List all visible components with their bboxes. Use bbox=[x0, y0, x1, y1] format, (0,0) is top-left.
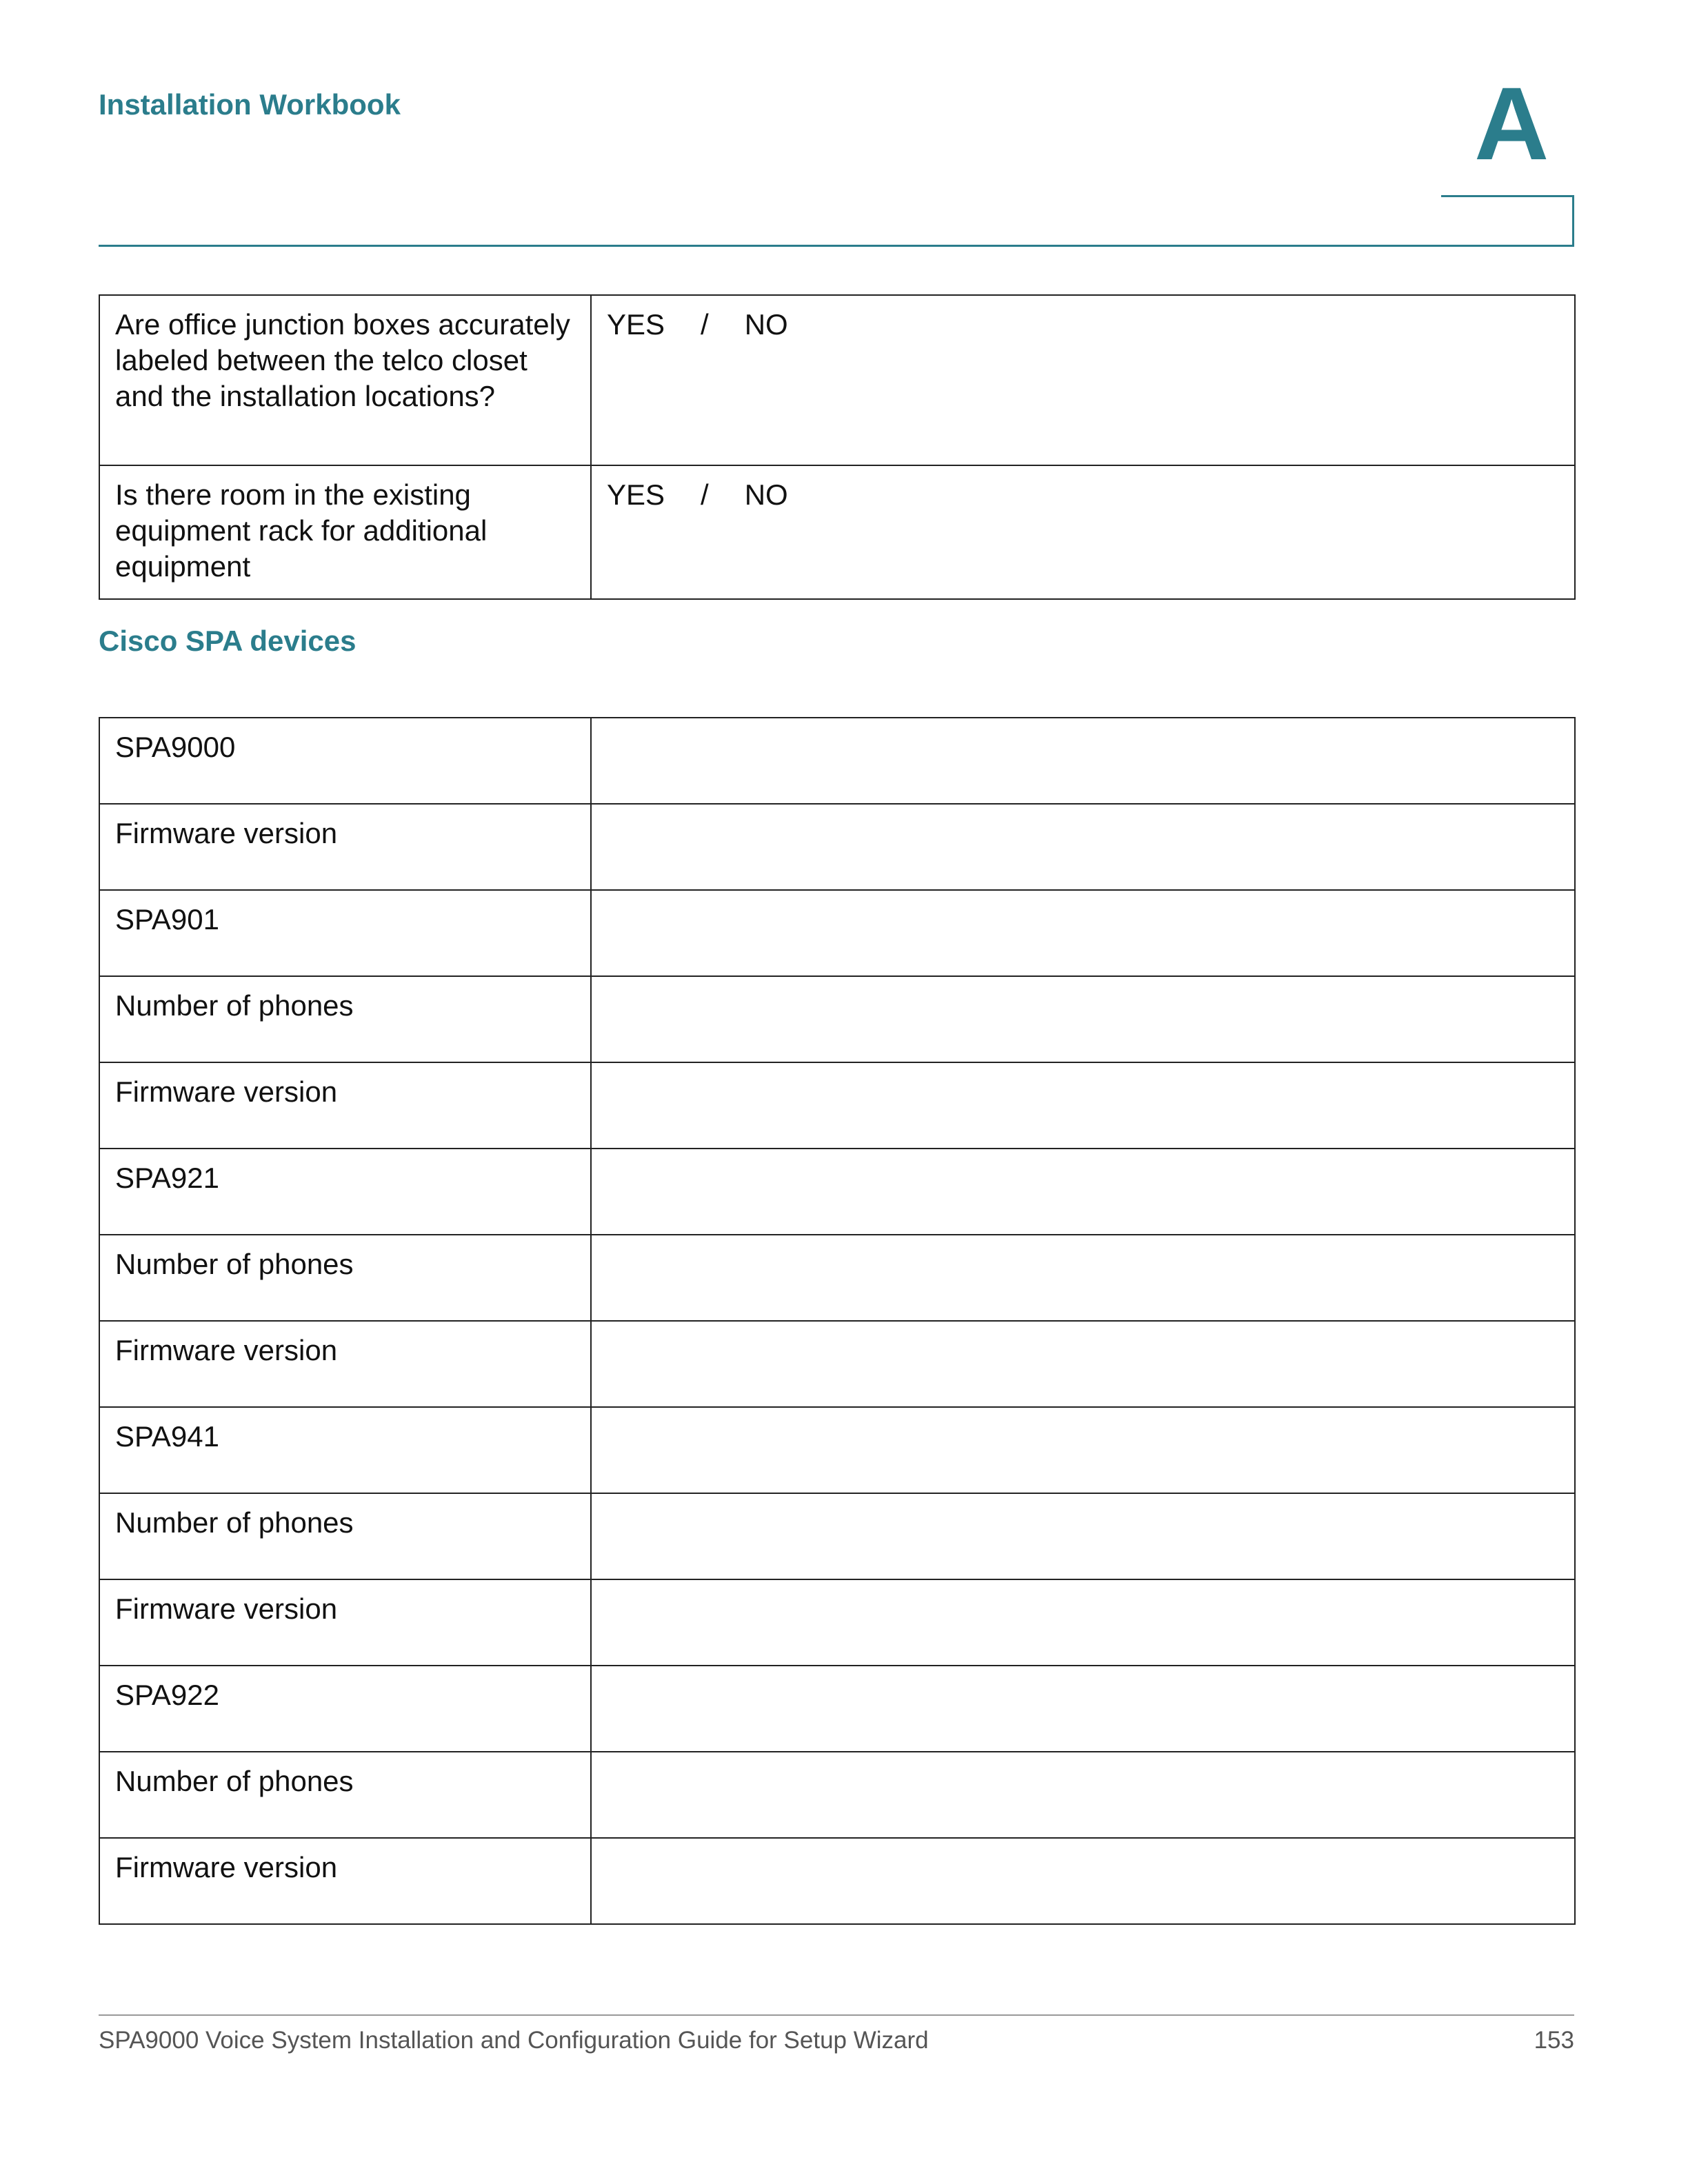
device-field-value[interactable] bbox=[591, 1407, 1575, 1493]
table-row bbox=[99, 1752, 1575, 1838]
device-field-label: SPA901 bbox=[99, 890, 591, 976]
table-row bbox=[99, 1149, 1575, 1235]
chapter-letter: A bbox=[1474, 65, 1549, 181]
no-option[interactable]: NO bbox=[744, 478, 788, 511]
table-row bbox=[99, 1062, 1575, 1149]
footer-guide-title: SPA9000 Voice System Installation and Configuration Guide for Setup Wizard bbox=[99, 2027, 929, 2054]
table-row bbox=[99, 890, 1575, 976]
device-field-value[interactable] bbox=[591, 1149, 1575, 1235]
device-field-label: SPA922 bbox=[99, 1666, 591, 1752]
yes-no-answer-cell[interactable] bbox=[591, 295, 1575, 465]
no-option[interactable]: NO bbox=[744, 308, 788, 341]
devices-table bbox=[99, 717, 1576, 1925]
checklist-table bbox=[99, 294, 1576, 600]
device-field-label: Firmware version bbox=[99, 804, 591, 890]
table-row bbox=[99, 1838, 1575, 1924]
device-field-label: Number of phones bbox=[99, 1235, 591, 1321]
yes-option[interactable]: YES bbox=[607, 308, 665, 341]
header-divider bbox=[99, 245, 1574, 247]
device-field-label: Number of phones bbox=[99, 1752, 591, 1838]
device-field-label: SPA941 bbox=[99, 1407, 591, 1493]
device-field-value[interactable] bbox=[591, 718, 1575, 804]
device-field-label: Firmware version bbox=[99, 1838, 591, 1924]
table-row bbox=[99, 1407, 1575, 1493]
table-row bbox=[99, 1666, 1575, 1752]
page-header-title: Installation Workbook bbox=[99, 88, 401, 121]
device-field-value[interactable] bbox=[591, 976, 1575, 1062]
chapter-tab-outline bbox=[1441, 195, 1574, 247]
table-row bbox=[99, 465, 1575, 599]
table-row bbox=[99, 804, 1575, 890]
device-field-label: Firmware version bbox=[99, 1062, 591, 1149]
answer-separator: / bbox=[701, 308, 709, 341]
yes-option[interactable]: YES bbox=[607, 478, 665, 511]
table-row bbox=[99, 1493, 1575, 1579]
table-row bbox=[99, 295, 1575, 465]
device-field-value[interactable] bbox=[591, 1752, 1575, 1838]
section-heading-cisco-spa-devices: Cisco SPA devices bbox=[99, 625, 356, 657]
device-field-value[interactable] bbox=[591, 1235, 1575, 1321]
checklist-question: Is there room in the existing equipment rack for additional equipment bbox=[99, 465, 591, 599]
device-field-label: Number of phones bbox=[99, 1493, 591, 1579]
device-field-value[interactable] bbox=[591, 1579, 1575, 1666]
yes-no-answer-cell[interactable] bbox=[591, 465, 1575, 599]
checklist-question: Are office junction boxes accurately labeled between the telco closet and the installation locations? bbox=[99, 295, 591, 465]
page-number: 153 bbox=[1534, 2027, 1574, 2054]
table-row bbox=[99, 718, 1575, 804]
device-field-label: Number of phones bbox=[99, 976, 591, 1062]
device-field-value[interactable] bbox=[591, 1321, 1575, 1407]
device-field-value[interactable] bbox=[591, 1838, 1575, 1924]
table-row bbox=[99, 976, 1575, 1062]
device-field-value[interactable] bbox=[591, 804, 1575, 890]
table-row bbox=[99, 1579, 1575, 1666]
device-field-value[interactable] bbox=[591, 1666, 1575, 1752]
table-row bbox=[99, 1235, 1575, 1321]
device-field-label: SPA9000 bbox=[99, 718, 591, 804]
answer-separator: / bbox=[701, 478, 709, 511]
device-field-value[interactable] bbox=[591, 890, 1575, 976]
device-field-label: Firmware version bbox=[99, 1321, 591, 1407]
table-row bbox=[99, 1321, 1575, 1407]
footer-divider bbox=[99, 2014, 1574, 2016]
device-field-label: Firmware version bbox=[99, 1579, 591, 1666]
device-field-label: SPA921 bbox=[99, 1149, 591, 1235]
device-field-value[interactable] bbox=[591, 1062, 1575, 1149]
device-field-value[interactable] bbox=[591, 1493, 1575, 1579]
